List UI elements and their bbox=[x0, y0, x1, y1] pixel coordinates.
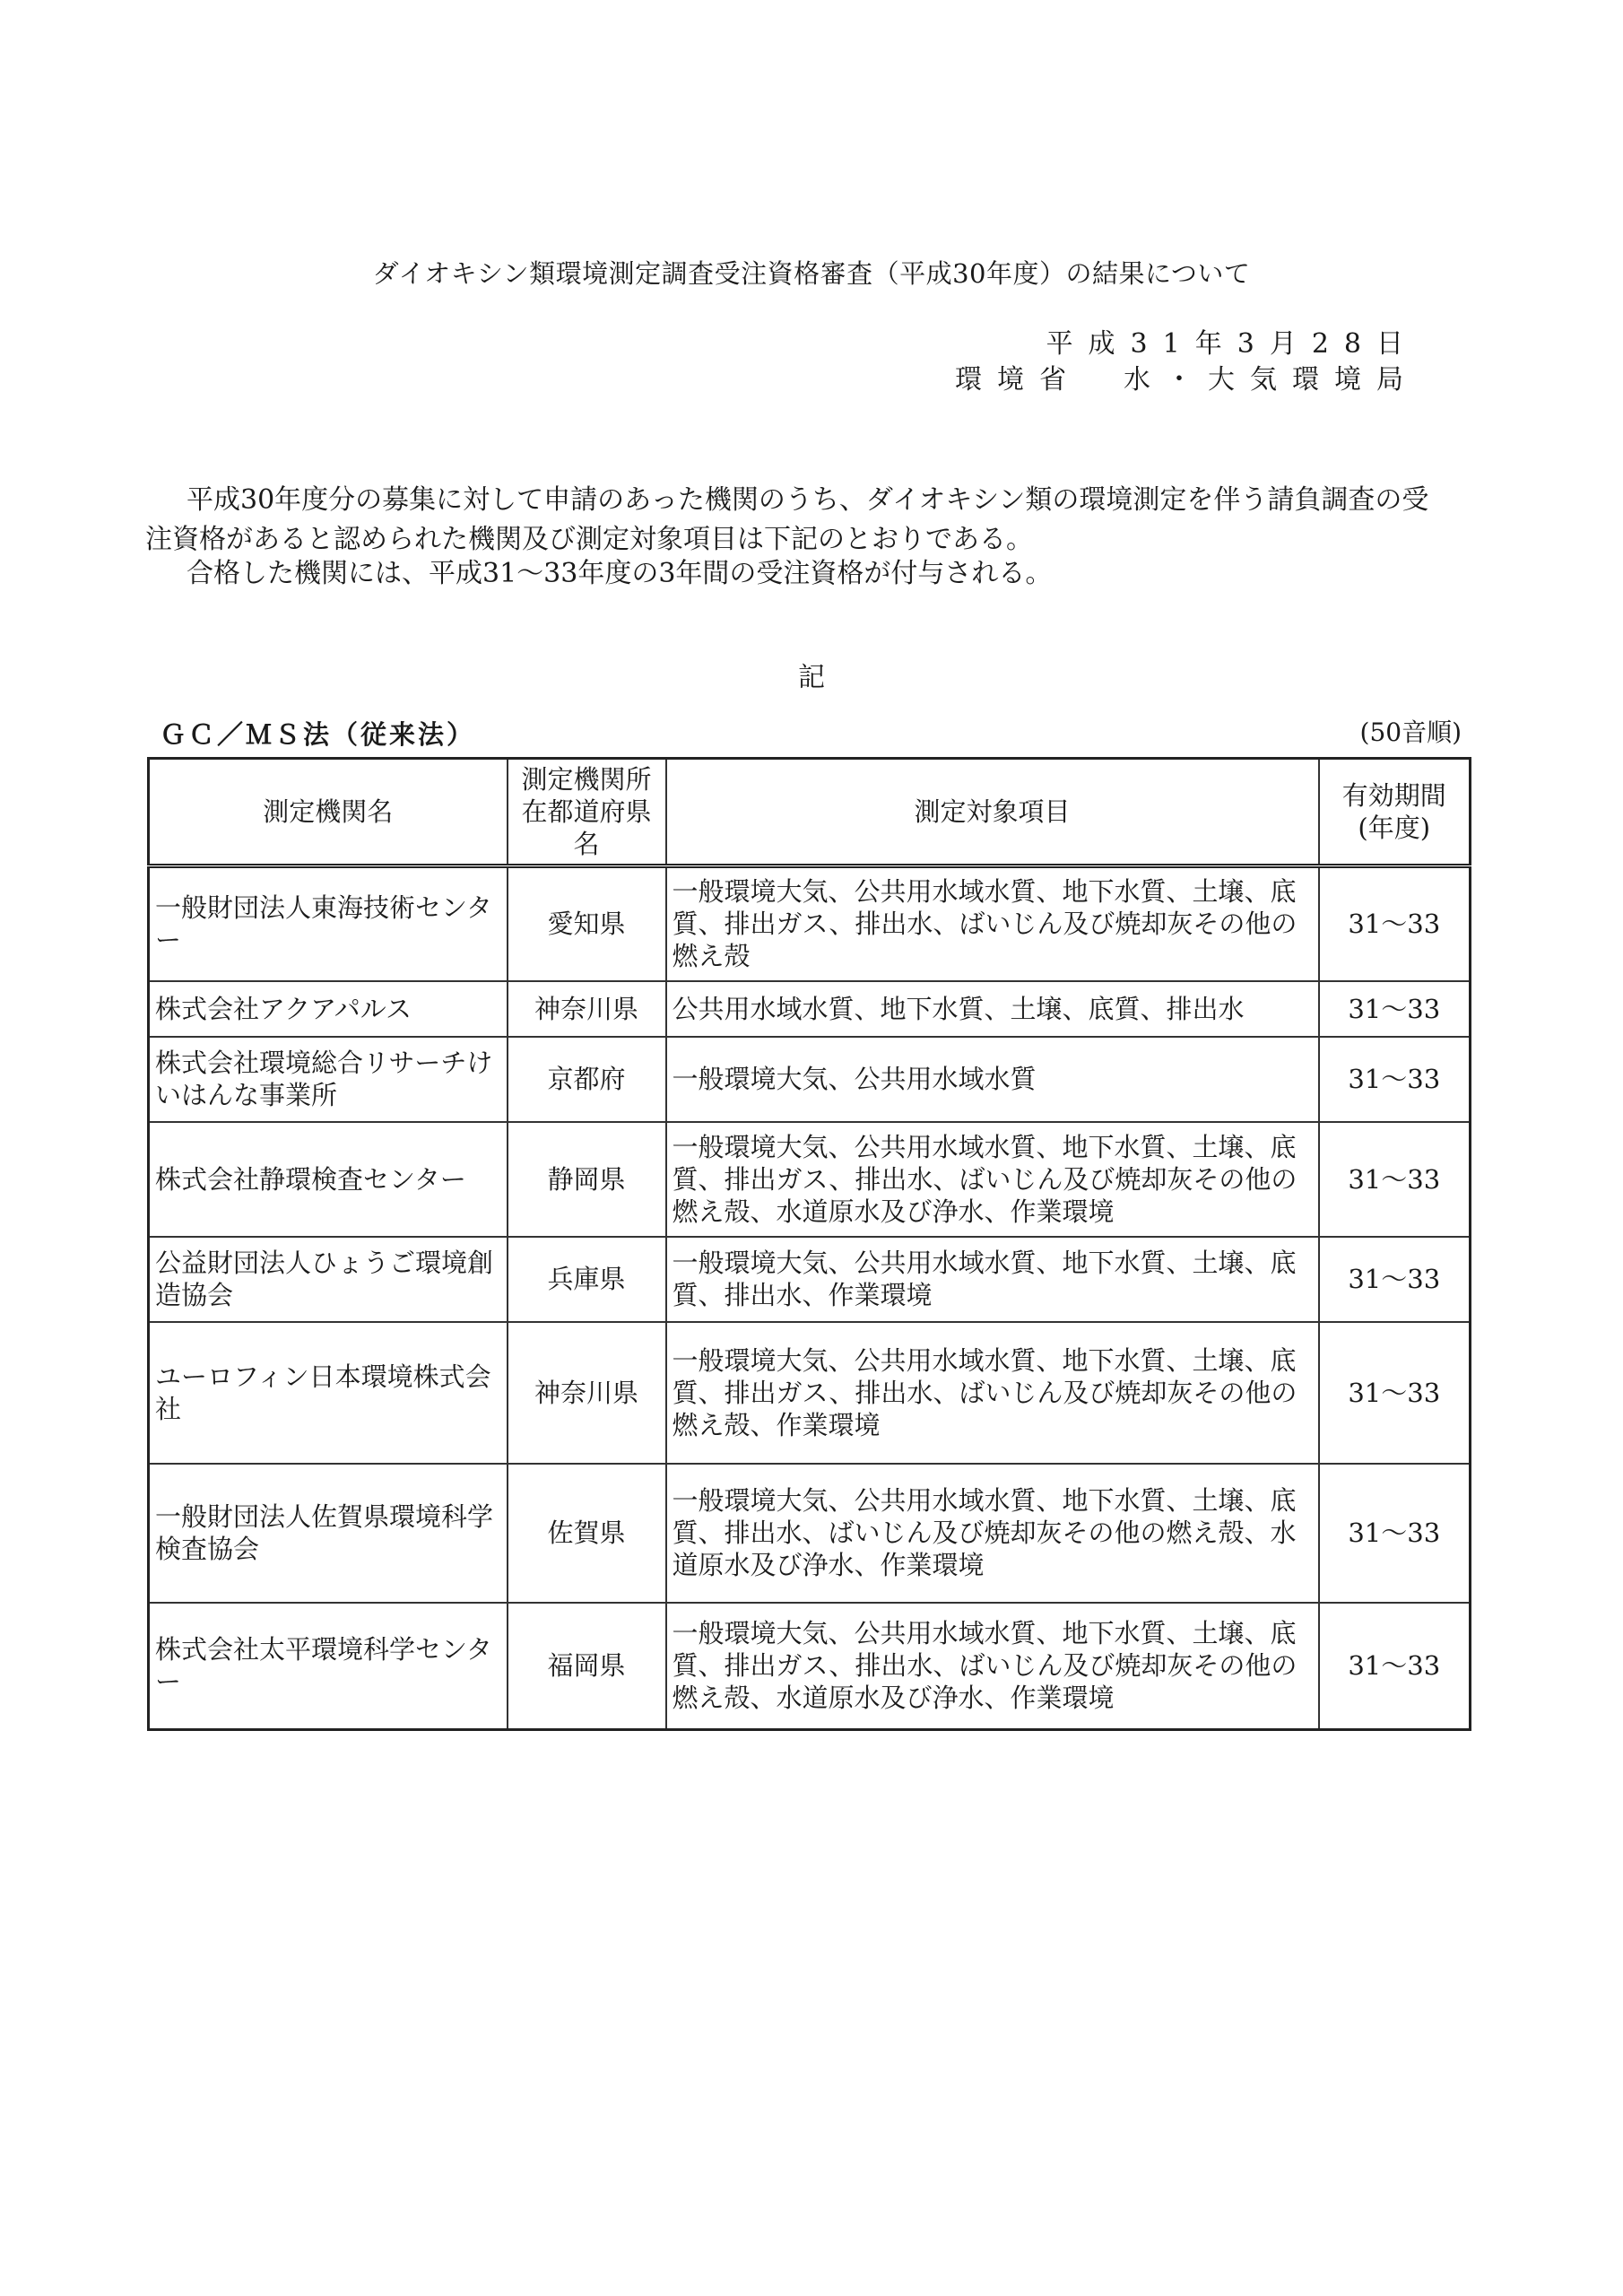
measurement-items: 一般環境大気、公共用水域水質、地下水質、土壌、底質、排出水、ばいじん及び焼却灰その他の燃え殻、水道原水及び浄水、作業環境 bbox=[666, 1464, 1319, 1603]
intro-paragraph: 平成30年度分の募集に対して申請のあった機関のうち、ダイオキシン類の環境測定を伴う請負調査の受注資格があると認められた機関及び測定対象項目は下記のとおりである。 bbox=[145, 484, 1429, 555]
institution-name: 株式会社太平環境科学センター bbox=[149, 1603, 508, 1730]
valid-period: 31～33 bbox=[1319, 1464, 1471, 1603]
header-period: 有効期間(年度) bbox=[1319, 759, 1471, 866]
table-row bbox=[149, 866, 1471, 981]
valid-period: 31～33 bbox=[1319, 1037, 1471, 1122]
prefecture: 神奈川県 bbox=[508, 1322, 666, 1464]
document-title: ダイオキシン類環境測定調査受注資格審査（平成30年度）の結果について bbox=[372, 258, 1251, 289]
qualified-institutions-table bbox=[147, 757, 1471, 1731]
prefecture: 福岡県 bbox=[508, 1603, 666, 1730]
prefecture: 静岡県 bbox=[508, 1122, 666, 1237]
prefecture: 兵庫県 bbox=[508, 1237, 666, 1322]
table-header-row bbox=[149, 759, 1471, 866]
table-row bbox=[149, 1464, 1471, 1603]
valid-period: 31～33 bbox=[1319, 1603, 1471, 1730]
valid-period: 31～33 bbox=[1319, 866, 1471, 981]
valid-period: 31～33 bbox=[1319, 981, 1471, 1037]
section-heading: ＧＣ／ＭＳ法（従来法） bbox=[160, 719, 476, 750]
prefecture: 京都府 bbox=[508, 1037, 666, 1122]
prefecture: 神奈川県 bbox=[508, 981, 666, 1037]
measurement-items: 一般環境大気、公共用水域水質 bbox=[666, 1037, 1319, 1122]
table-row bbox=[149, 1122, 1471, 1237]
header-items: 測定対象項目 bbox=[666, 759, 1319, 866]
header-prefecture: 測定機関所在都道府県名 bbox=[508, 759, 666, 866]
order-note: (50音順) bbox=[1359, 718, 1462, 747]
measurement-items: 一般環境大気、公共用水域水質、地下水質、土壌、底質、排出ガス、排出水、ばいじん及び焼却灰その他の燃え殻 bbox=[666, 866, 1319, 981]
valid-period: 31～33 bbox=[1319, 1122, 1471, 1237]
institution-name: 公益財団法人ひょうご環境創造協会 bbox=[149, 1237, 508, 1322]
measurement-items: 一般環境大気、公共用水域水質、地下水質、土壌、底質、排出ガス、排出水、ばいじん及び焼却灰その他の燃え殻、水道原水及び浄水、作業環境 bbox=[666, 1122, 1319, 1237]
measurement-items: 一般環境大気、公共用水域水質、地下水質、土壌、底質、排出ガス、排出水、ばいじん及び焼却灰その他の燃え殻、作業環境 bbox=[666, 1322, 1319, 1464]
institution-name: 株式会社アクアパルス bbox=[149, 981, 508, 1037]
table-row bbox=[149, 981, 1471, 1037]
institution-name: ユーロフィン日本環境株式会社 bbox=[149, 1322, 508, 1464]
qualification-paragraph: 合格した機関には、平成31～33年度の3年間の受注資格が付与される。 bbox=[187, 558, 1053, 589]
issue-date: 平成31年3月28日 bbox=[1046, 328, 1419, 360]
prefecture: 佐賀県 bbox=[508, 1464, 666, 1603]
institution-name: 株式会社静環検査センター bbox=[149, 1122, 508, 1237]
institution-name: 一般財団法人東海技術センター bbox=[149, 866, 508, 981]
measurement-items: 公共用水域水質、地下水質、土壌、底質、排出水 bbox=[666, 981, 1319, 1037]
header-name: 測定機関名 bbox=[149, 759, 508, 866]
institution-name: 株式会社環境総合リサーチけいはんな事業所 bbox=[149, 1037, 508, 1122]
table-row bbox=[149, 1037, 1471, 1122]
institution-name: 一般財団法人佐賀県環境科学検査協会 bbox=[149, 1464, 508, 1603]
valid-period: 31～33 bbox=[1319, 1322, 1471, 1464]
valid-period: 31～33 bbox=[1319, 1237, 1471, 1322]
measurement-items: 一般環境大気、公共用水域水質、地下水質、土壌、底質、排出ガス、排出水、ばいじん及び焼却灰その他の燃え殻、水道原水及び浄水、作業環境 bbox=[666, 1603, 1319, 1730]
table-row bbox=[149, 1237, 1471, 1322]
table-row bbox=[149, 1322, 1471, 1464]
prefecture: 愛知県 bbox=[508, 866, 666, 981]
measurement-items: 一般環境大気、公共用水域水質、地下水質、土壌、底質、排出水、作業環境 bbox=[666, 1237, 1319, 1322]
issuing-office: 環境省 水・大気環境局 bbox=[955, 364, 1419, 396]
ki-marker: 記 bbox=[798, 662, 825, 693]
table-row bbox=[149, 1603, 1471, 1730]
